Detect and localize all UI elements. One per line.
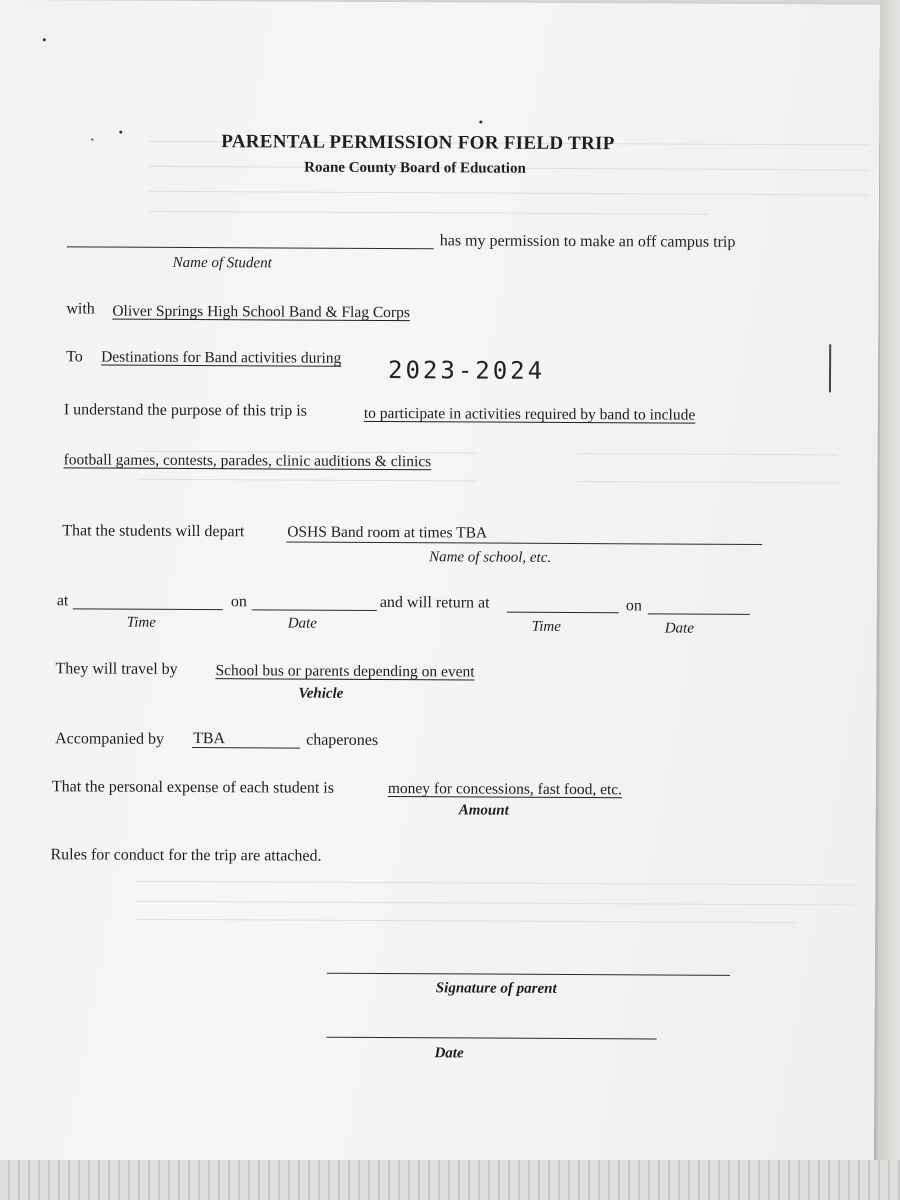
rules-text: Rules for conduct for the trip are attached. [50,846,322,865]
bleed-through-line [135,881,855,886]
paper-speck [43,38,46,41]
return-date-caption: Date [664,620,694,637]
bleed-through-line [577,481,837,483]
chaperones-label: chaperones [306,731,379,749]
on-label: on [230,593,247,611]
expense-label: That the personal expense of each student is [51,778,335,797]
depart-label: That the students will depart [62,522,245,541]
paper-speck [119,131,122,134]
bleed-through-line [135,919,795,923]
bleed-through-line [578,453,838,455]
signature-date-field[interactable] [327,1037,657,1040]
form-title: PARENTAL PERMISSION FOR FIELD TRIP [221,131,615,155]
amount-caption: Amount [458,802,509,819]
on-label-return: on [625,597,642,615]
bleed-through-line [137,479,477,482]
depart-date-caption: Date [287,615,317,632]
return-date-field[interactable] [648,613,750,615]
accompanied-label: Accompanied by [55,730,165,748]
paper-speck [91,138,93,140]
at-label: at [56,592,69,610]
chaperone-count-field[interactable] [192,747,300,749]
form-subtitle: Roane County Board of Education [304,159,526,177]
bleed-through-line [149,191,869,196]
signature-date-caption: Date [434,1045,464,1062]
group-name-value: Oliver Springs High School Band & Flag Corps [112,302,410,322]
to-label: To [66,348,83,366]
depart-value: OSHS Band room at times TBA [287,523,488,542]
depart-time-field[interactable] [73,608,223,610]
purpose-label: I understand the purpose of this trip is [63,401,307,420]
return-label: and will return at [379,593,490,612]
permission-text: has my permission to make an off campus trip [439,232,736,251]
travel-value: School bus or parents depending on event [215,662,475,681]
bleed-through-line [149,211,709,215]
travel-label: They will travel by [55,660,178,678]
depart-date-field[interactable] [252,609,377,611]
underlying-grid-paper [0,1160,900,1200]
vehicle-caption: Vehicle [298,685,344,702]
purpose-value-line2: football games, contests, parades, clinic auditions & clinics [63,451,432,471]
signature-caption: Signature of parent [435,980,557,997]
underlying-page-edge [880,0,900,1200]
destination-value: Destinations for Band activities during [101,348,342,367]
paper-speck [479,121,482,124]
year-underline [98,369,378,371]
expense-value: money for concessions, fast food, etc. [387,780,623,799]
depart-field[interactable] [286,542,762,545]
chaperone-count-value: TBA [193,730,226,748]
bleed-through-line [135,901,855,906]
student-name-field[interactable] [67,246,434,249]
return-time-caption: Time [531,618,561,635]
handwritten-year: 2023-2024 [387,356,546,385]
depart-time-caption: Time [126,614,156,631]
depart-caption: Name of school, etc. [429,549,552,566]
student-name-caption: Name of Student [172,254,272,272]
parent-signature-field[interactable] [327,973,730,976]
with-label: with [66,300,95,318]
return-time-field[interactable] [507,612,619,614]
margin-mark [829,344,831,392]
purpose-value-line1: to participate in activities required by band to include [363,404,696,424]
